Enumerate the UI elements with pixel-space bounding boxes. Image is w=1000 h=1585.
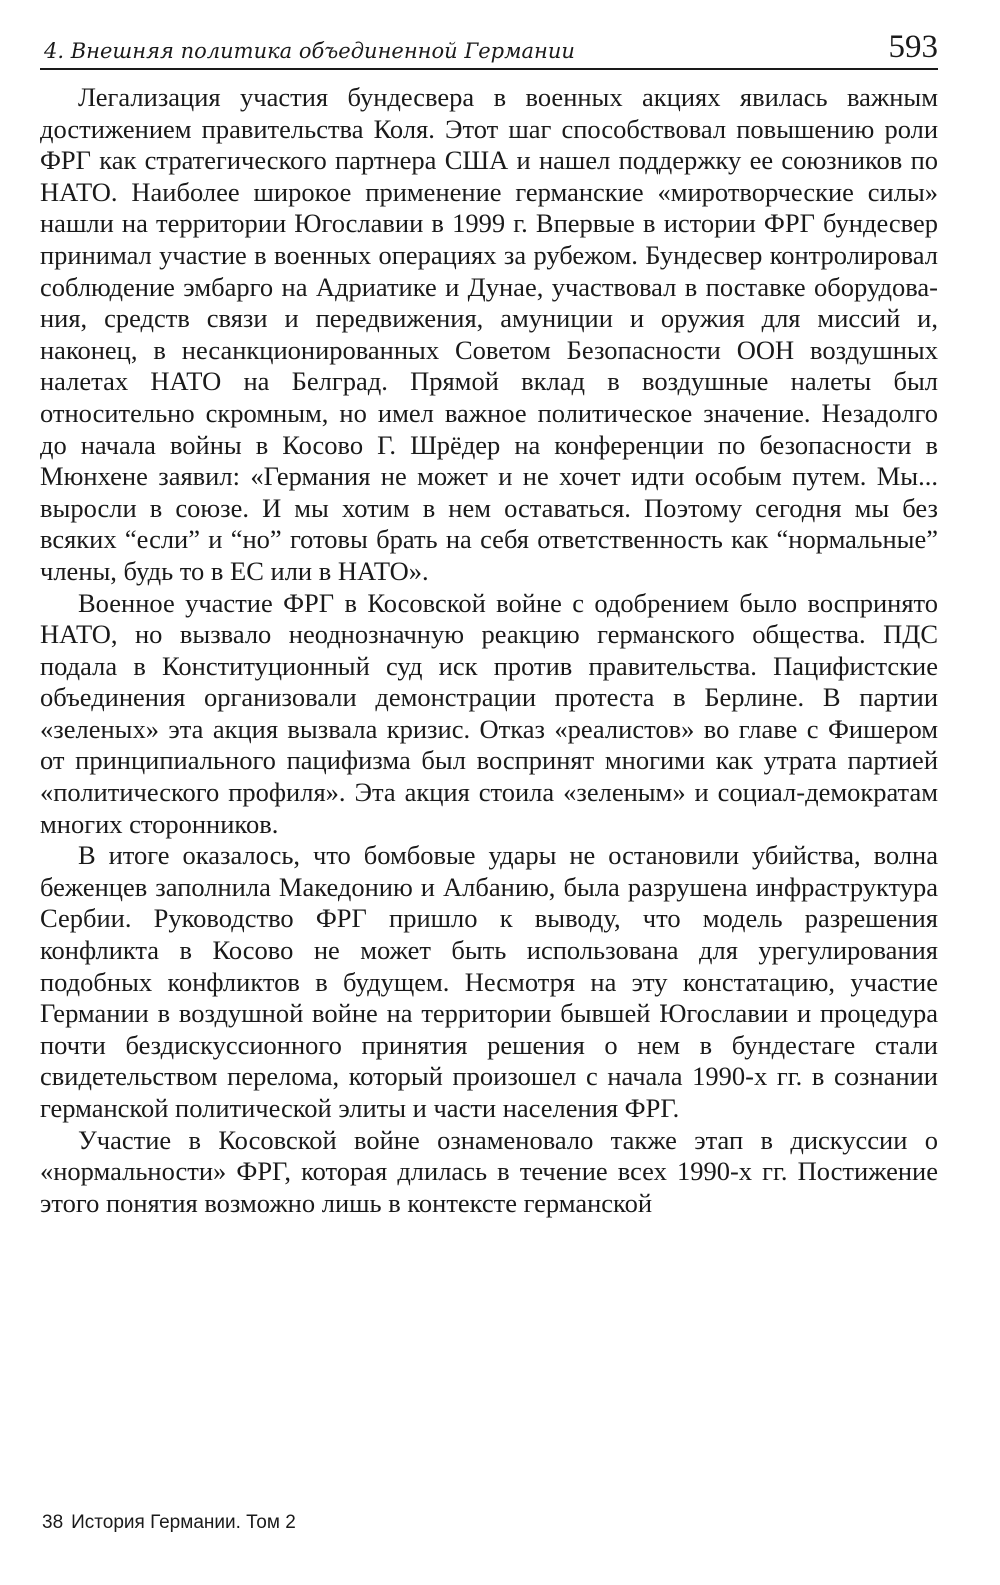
signature-title: История Германии. Том 2 (71, 1512, 296, 1533)
paragraph: Военное участие ФРГ в Косовской войне с одобрением было воспринято НАТО, но вызвало неоднозначную реакцию германского общества. ПДС подала в Конституционный суд иск против правительства. Пацифистские объединения организовали демонстрации протеста в Берлине. В партии «зеленых» эта акция вызвала кризис. Отказ «реалистов» во главе с Фишером от принципиального пацифизма был воспринят многими как утрата партией «политического профиля». Эта акция стоила «зеленым» и социал-демократам многих сторонников. (40, 587, 938, 839)
footer-signature (42, 1512, 296, 1534)
book-page (40, 24, 938, 1554)
paragraph: В итоге оказалось, что бомбовые удары не остановили убийства, волна беженцев заполнила Македонию и Албанию, была разрушена инфраструктура Сербии. Руководство ФРГ пришло к выводу, что модель разрешения конфликта в Косово не может быть использована для урегулирования подобных конфликтов в будущем. Несмотря на эту констатацию, участие Германии в воздушной войне на территории бывшей Югославии и процедура почти бездискуссионного принятия решения о нем в бундестаге стали свидетельством перелома, который произошел с начала 1990-х гг. в сознании германской политической элиты и части населения ФРГ. (40, 840, 938, 1123)
page-number: 593 (888, 29, 938, 65)
signature-number: 38 (42, 1512, 64, 1533)
chapter-title: 4. Внешняя политика объединенной Германии (44, 39, 575, 63)
paragraph: Участие в Косовской войне ознаменовало также этап в дискуссии о «нормальности» ФРГ, которая длилась в течение всех 1990-х гг. Постижение этого понятия возможно лишь в контексте германской (40, 1124, 938, 1218)
body-text (40, 82, 938, 1219)
paragraph: Легализация участия бундесвера в военных акциях явилась важным достижением правительства Коля. Этот шаг способствовал повышению роли ФРГ как стратегического партнера США и нашел поддержку ее союзников по НАТО. Наиболее широкое применение германские «миротворческие силы» нашли на территории Югославии в 1999 г. Впервые в истории ФРГ бундесвер принимал участие в военных операциях за рубежом. Бундесвер контролировал соблюдение эмбарго на Адриатике и Дунае, участвовал в поставке оборудования, средств связи и передвижения, амуниции и оружия для миссий и, наконец, в несанкционированных Советом Безопасности ООН воздушных налетах НАТО на Белград. Прямой вклад в воздушные налеты был относительно скромным, но имел важное политическое значение. Незадолго до начала войны в Косово Г. Шрёдер на конференции по безопасности в Мюнхене заявил: «Германия не может и не хочет идти особым путем. Мы... выросли в союзе. И мы хотим в нем оставаться. Поэтому сегодня мы без всяких “если” и “но” готовы брать на себя ответственность как “нормальные” члены, будь то в ЕС или в НАТО». (40, 82, 938, 586)
running-header (40, 24, 938, 70)
